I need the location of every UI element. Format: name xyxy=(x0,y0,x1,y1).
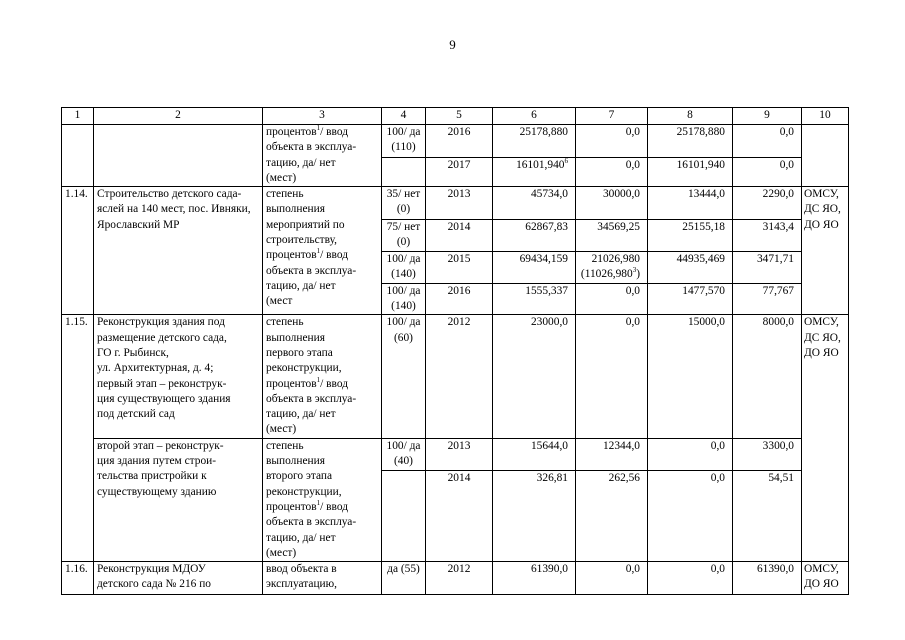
text-line: процентов$^1$/ ввод xyxy=(266,498,348,513)
col-header: 10 xyxy=(802,108,849,125)
executor-cell: ОМСУ, ДС ЯО, ДО ЯО xyxy=(802,315,849,562)
text-line: выполнения xyxy=(266,331,325,344)
col-header: 3 xyxy=(263,108,382,125)
text-line: первый этап – реконструк- xyxy=(97,377,227,390)
indicator-cell xyxy=(263,315,382,438)
col-header: 8 xyxy=(648,108,733,125)
text-line: первого этапа xyxy=(266,346,333,359)
value-cell: 15644,0 xyxy=(493,438,576,470)
value-cell: 61390,0 xyxy=(493,562,576,595)
text-line: степень xyxy=(266,439,304,452)
footnote-mark: 6 xyxy=(564,157,568,165)
text-line: процентов$^1$/ ввод xyxy=(266,124,348,138)
value-cell: 15000,0 xyxy=(648,315,733,438)
item-name-cell xyxy=(94,438,263,561)
value-cell: 0,0 xyxy=(648,470,733,562)
target-cell: 100/ да (110) xyxy=(382,125,426,158)
text-line: Реконструкция здания под xyxy=(97,316,225,329)
value-cell: 25178,880 xyxy=(648,125,733,158)
text-line: степень xyxy=(266,316,304,329)
value-text: 16101,940 xyxy=(516,158,565,171)
text-line: тацию, да/ нет xyxy=(266,279,336,292)
text-line: тельства пристройки к xyxy=(97,470,207,483)
value-cell: 62867,83 xyxy=(493,220,576,252)
text-line: (мест) xyxy=(266,423,297,436)
value-cell: 13444,0 xyxy=(648,187,733,220)
text-line: объекта в эксплуа- xyxy=(266,264,357,277)
indicator-cell xyxy=(263,562,382,595)
text-line: детского сада № 216 по xyxy=(97,578,211,591)
text-line: степень xyxy=(266,188,304,201)
value-cell: 61390,0 xyxy=(733,562,802,595)
header-row xyxy=(62,108,849,125)
indicator-cell xyxy=(263,438,382,561)
col-header: 6 xyxy=(493,108,576,125)
text-line: ция здания путем строи- xyxy=(97,455,217,468)
col-header: 1 xyxy=(62,108,94,125)
value-cell: 25155,18 xyxy=(648,220,733,252)
text-line: мероприятий по xyxy=(266,218,345,231)
col-header: 2 xyxy=(94,108,263,125)
value-cell: 0,0 xyxy=(733,157,802,186)
value-cell: 0,0 xyxy=(576,283,648,315)
text-line: второго этапа xyxy=(266,470,333,483)
value-cell: 69434,159 xyxy=(493,252,576,284)
text-line: тацию, да/ нет xyxy=(266,531,336,544)
target-cell: да (55) xyxy=(382,562,426,595)
text-line: объекта в эксплуа- xyxy=(266,141,357,154)
value-cell: 54,51 xyxy=(733,470,802,562)
item-number-cell xyxy=(62,125,94,187)
year-cell: 2014 xyxy=(426,470,493,562)
text-line: строительству, xyxy=(266,234,337,247)
text-line: ул. Архитектурная, д. 4; xyxy=(97,362,214,375)
footnote-mark: 1 xyxy=(316,375,321,384)
year-cell: 2013 xyxy=(426,438,493,470)
table-row xyxy=(62,562,849,595)
footnote-mark: 1 xyxy=(316,247,321,256)
value-cell: 77,767 xyxy=(733,283,802,315)
text-line: реконструкции, xyxy=(266,362,342,375)
year-cell: 2016 xyxy=(426,283,493,315)
text-line: ввод объекта в xyxy=(266,563,337,576)
value-cell: 0,0 xyxy=(733,125,802,158)
text-line: ГО г. Рыбинск, xyxy=(97,346,169,359)
value-cell: 1477,570 xyxy=(648,283,733,315)
year-cell: 2014 xyxy=(426,220,493,252)
item-number-cell: 1.14. xyxy=(62,187,94,315)
target-cell: 75/ нет (0) xyxy=(382,220,426,252)
value-cell: 23000,0 xyxy=(493,315,576,438)
footnote-mark: 1 xyxy=(316,498,321,507)
target-cell: 35/ нет (0) xyxy=(382,187,426,220)
text-line: (мест) xyxy=(266,546,297,559)
target-cell: 100/ да (40) xyxy=(382,438,426,470)
value-cell: 0,0 xyxy=(648,438,733,470)
year-cell: 2015 xyxy=(426,252,493,284)
footnote-mark: 1 xyxy=(316,124,321,132)
value-cell: 1555,337 xyxy=(493,283,576,315)
text-line: объекта в эксплуа- xyxy=(266,516,357,529)
item-name-cell xyxy=(94,125,263,187)
value-cell: 44935,469 xyxy=(648,252,733,284)
value-cell: 0,0 xyxy=(576,125,648,158)
text-line: объекта в эксплуа- xyxy=(266,392,357,405)
value-cell: 0,0 xyxy=(648,562,733,595)
item-name-cell: Строительство детского сада-яслей на 140 мест, пос. Ивняки, Ярославский МР xyxy=(94,187,263,315)
value-cell xyxy=(493,157,576,186)
value-cell: 2290,0 xyxy=(733,187,802,220)
value-cell: 45734,0 xyxy=(493,187,576,220)
item-number-cell: 1.15. xyxy=(62,315,94,562)
text-line: эксплуатацию, xyxy=(266,578,338,591)
text-line: под детский сад xyxy=(97,408,175,421)
indicator-cell xyxy=(263,187,382,315)
text-line: реконструкции, xyxy=(266,485,342,498)
value-cell: 25178,880 xyxy=(493,125,576,158)
executor-cell: ОМСУ, ДС ЯО, ДО ЯО xyxy=(802,187,849,315)
program-table xyxy=(61,107,849,595)
value-cell xyxy=(576,252,648,284)
text-line: существующему зданию xyxy=(97,485,217,498)
value-cell: 326,81 xyxy=(493,470,576,562)
text-line: размещение детского сада, xyxy=(97,331,227,344)
year-cell: 2016 xyxy=(426,125,493,158)
value-note xyxy=(579,267,640,282)
value-cell: 30000,0 xyxy=(576,187,648,220)
text-line: тацию, да/ нет xyxy=(266,156,336,169)
year-cell: 2012 xyxy=(426,315,493,438)
text-line: процентов$^1$/ ввод xyxy=(266,247,348,262)
executor-cell xyxy=(802,125,849,187)
executor-cell: ОМСУ, ДО ЯО xyxy=(802,562,849,595)
item-name-cell xyxy=(94,562,263,595)
value-cell: 3471,71 xyxy=(733,252,802,284)
value-note-text: (11026,980 xyxy=(580,268,633,281)
value-cell: 3143,4 xyxy=(733,220,802,252)
col-header: 7 xyxy=(576,108,648,125)
footnote-mark: 3 xyxy=(632,266,637,275)
text-line: тацию, да/ нет xyxy=(266,408,336,421)
value-cell: 3300,0 xyxy=(733,438,802,470)
text-line: (мест) xyxy=(266,171,297,184)
value-note-close: ) xyxy=(636,268,640,281)
text-line: процентов$^1$/ ввод xyxy=(266,375,348,390)
col-header: 9 xyxy=(733,108,802,125)
value-cell: 34569,25 xyxy=(576,220,648,252)
value-cell: 16101,940 xyxy=(648,157,733,186)
text-line: Реконструкция МДОУ xyxy=(97,563,206,576)
target-cell xyxy=(382,470,426,562)
table-row xyxy=(62,187,849,220)
target-cell: 100/ да (140) xyxy=(382,252,426,284)
table-row xyxy=(62,315,849,438)
text-line: второй этап – реконструк- xyxy=(97,439,224,452)
year-cell: 2013 xyxy=(426,187,493,220)
target-cell: 100/ да (140) xyxy=(382,283,426,315)
table-row xyxy=(62,438,849,470)
col-header: 5 xyxy=(426,108,493,125)
text-line: выполнения xyxy=(266,203,325,216)
target-cell: 100/ да (60) xyxy=(382,315,426,438)
value-cell: 0,0 xyxy=(576,315,648,438)
target-cell xyxy=(382,157,426,186)
text-line: (мест xyxy=(266,295,293,308)
value-text: 21026,980 xyxy=(591,253,640,266)
table-row xyxy=(62,125,849,158)
value-cell: 0,0 xyxy=(576,157,648,186)
value-cell: 12344,0 xyxy=(576,438,648,470)
text-line: ция существующего здания xyxy=(97,392,231,405)
item-name-cell xyxy=(94,315,263,438)
page-number: 9 xyxy=(449,37,456,52)
col-header: 4 xyxy=(382,108,426,125)
item-number-cell: 1.16. xyxy=(62,562,94,595)
text-line: выполнения xyxy=(266,455,325,468)
year-cell: 2017 xyxy=(426,157,493,186)
year-cell: 2012 xyxy=(426,562,493,595)
indicator-cell xyxy=(263,125,382,187)
value-cell: 262,56 xyxy=(576,470,648,562)
value-cell: 8000,0 xyxy=(733,315,802,438)
value-cell: 0,0 xyxy=(576,562,648,595)
